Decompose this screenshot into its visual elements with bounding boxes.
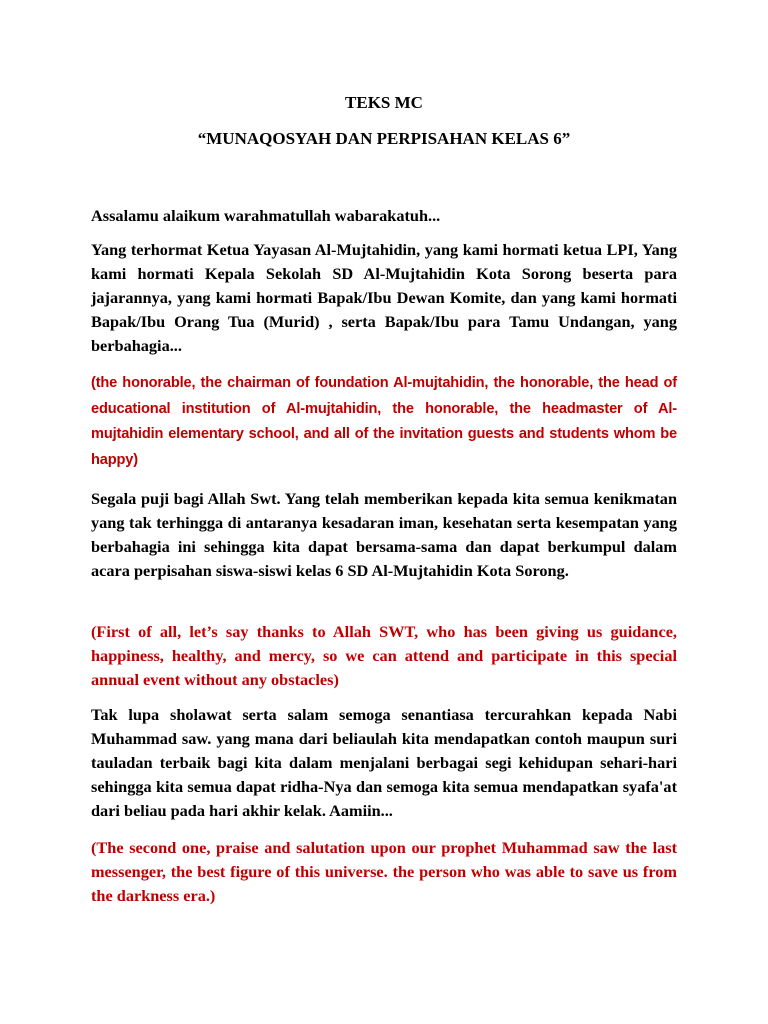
paragraph-sholawat: Tak lupa sholawat serta salam semoga senantiasa tercurahkan kepada Nabi Muhammad saw. yang mana dari beliaulah kita mendapatkan contoh maupun suri tauladan terbaik bagi kita dalam menjalani berbagai segi kehidupan sehari-hari sehingga kita semua dapat ridha-Nya dan semoga kita semua mendapatkan syafa'at dari beliau pada hari akhir kelak. Aamiin... — [91, 705, 677, 820]
greeting-text: Assalamu alaikum warahmatullah wabarakatuh... — [91, 206, 441, 225]
paragraph-praise: Segala puji bagi Allah Swt. Yang telah memberikan kepada kita semua kenikmatan yang tak terhingga di antaranya kesadaran iman, kesehatan serta kesempatan yang berbahagia ini sehingga kita dapat bersama-sama dan dapat berkumpul dalam acara perpisahan siswa-siswi kelas 6 SD Al-Mujtahidin Kota Sorong. — [91, 489, 677, 580]
paragraph-honorifics: Yang terhormat Ketua Yayasan Al-Mujtahidin, yang kami hormati ketua LPI, Yang kami hormati Kepala Sekolah SD Al-Mujtahidin Kota Sorong beserta para jajarannya, yang kami hormati Bapak/Ibu Dewan Komite, dan yang kami hormati Bapak/Ibu Orang Tua (Murid) , serta Bapak/Ibu para Tamu Undangan, yang berbahagia... — [91, 240, 677, 355]
translation-honorifics: (the honorable, the chairman of foundation Al-mujtahidin, the honorable, the head of educational institution of Al-mujtahidin, the honorable, the headmaster of Al-mujtahidin elementary school, and all of the invitation guests and students whom be happy) — [91, 375, 677, 468]
document-title: TEKS MC — [345, 93, 423, 112]
document-subtitle: “MUNAQOSYAH DAN PERPISAHAN KELAS 6” — [197, 129, 571, 148]
translation-sholawat: (The second one, praise and salutation upon our prophet Muhammad saw the last messenger, the best figure of this universe. the person who was able to save us from the darkness era.) — [91, 838, 677, 905]
translation-praise: (First of all, let’s say thanks to Allah SWT, who has been giving us guidance, happiness, healthy, and mercy, so we can attend and participate in this special annual event without any obstacles) — [91, 622, 677, 689]
